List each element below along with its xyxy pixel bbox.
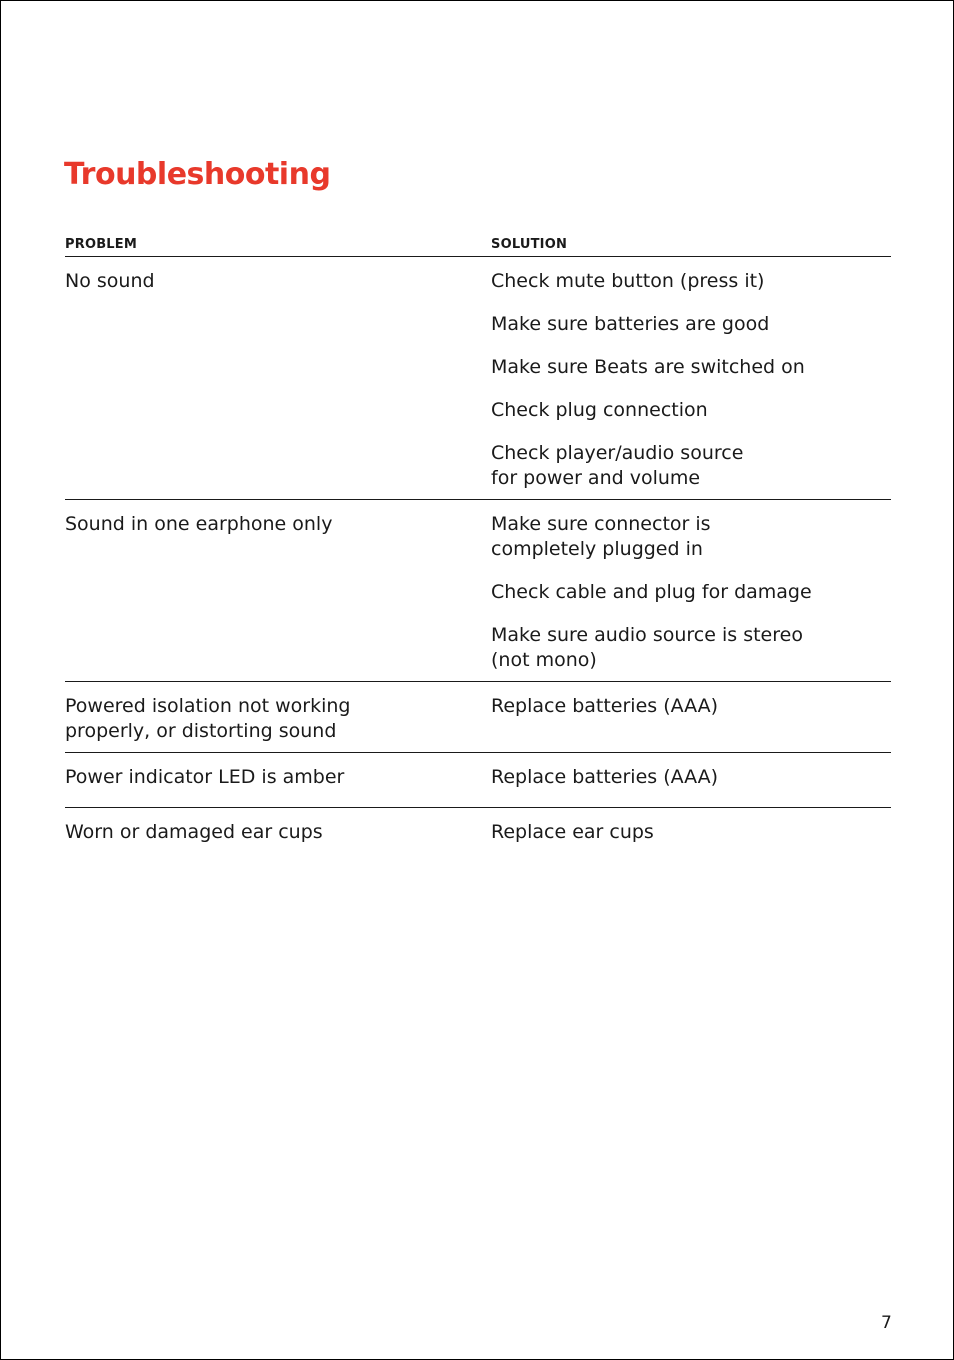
problem-cell: Power indicator LED is amber <box>65 766 345 788</box>
solution-item: Make sure batteries are good <box>491 313 770 335</box>
solution-cell <box>491 820 891 863</box>
solution-item: Make sure Beats are switched on <box>491 356 805 378</box>
solution-item: Check plug connection <box>491 399 708 421</box>
solution-item: Check cable and plug for damage <box>491 581 812 603</box>
solution-item: Make sure audio source is stereo (not mono) <box>491 624 803 671</box>
solution-item: Check mute button (press it) <box>491 270 765 292</box>
problem-cell: No sound <box>65 270 155 292</box>
header-problem: PROBLEM <box>65 237 137 252</box>
solution-item: Replace batteries (AAA) <box>491 695 719 717</box>
solution-item: Replace batteries (AAA) <box>491 766 719 788</box>
page-number: 7 <box>881 1313 892 1333</box>
solution-item: Make sure connector is completely plugged in <box>491 513 711 560</box>
solution-cell <box>491 269 891 499</box>
solution-cell <box>491 765 891 807</box>
problem-cell: Sound in one earphone only <box>65 513 333 535</box>
problem-cell: Worn or damaged ear cups <box>65 821 323 843</box>
table-row <box>65 500 891 682</box>
problem-cell: Powered isolation not working properly, or distorting sound <box>65 695 351 742</box>
solution-cell <box>491 512 891 681</box>
solution-item: Replace ear cups <box>491 821 654 843</box>
table-row <box>65 753 891 808</box>
table-row <box>65 257 891 500</box>
table-row <box>65 808 891 863</box>
solution-cell <box>491 694 891 752</box>
solution-item: Check player/audio source for power and volume <box>491 442 744 489</box>
header-solution: SOLUTION <box>491 237 568 252</box>
troubleshooting-table <box>65 237 891 863</box>
table-row <box>65 682 891 753</box>
table-header <box>65 237 891 257</box>
page-title: Troubleshooting <box>64 157 331 192</box>
